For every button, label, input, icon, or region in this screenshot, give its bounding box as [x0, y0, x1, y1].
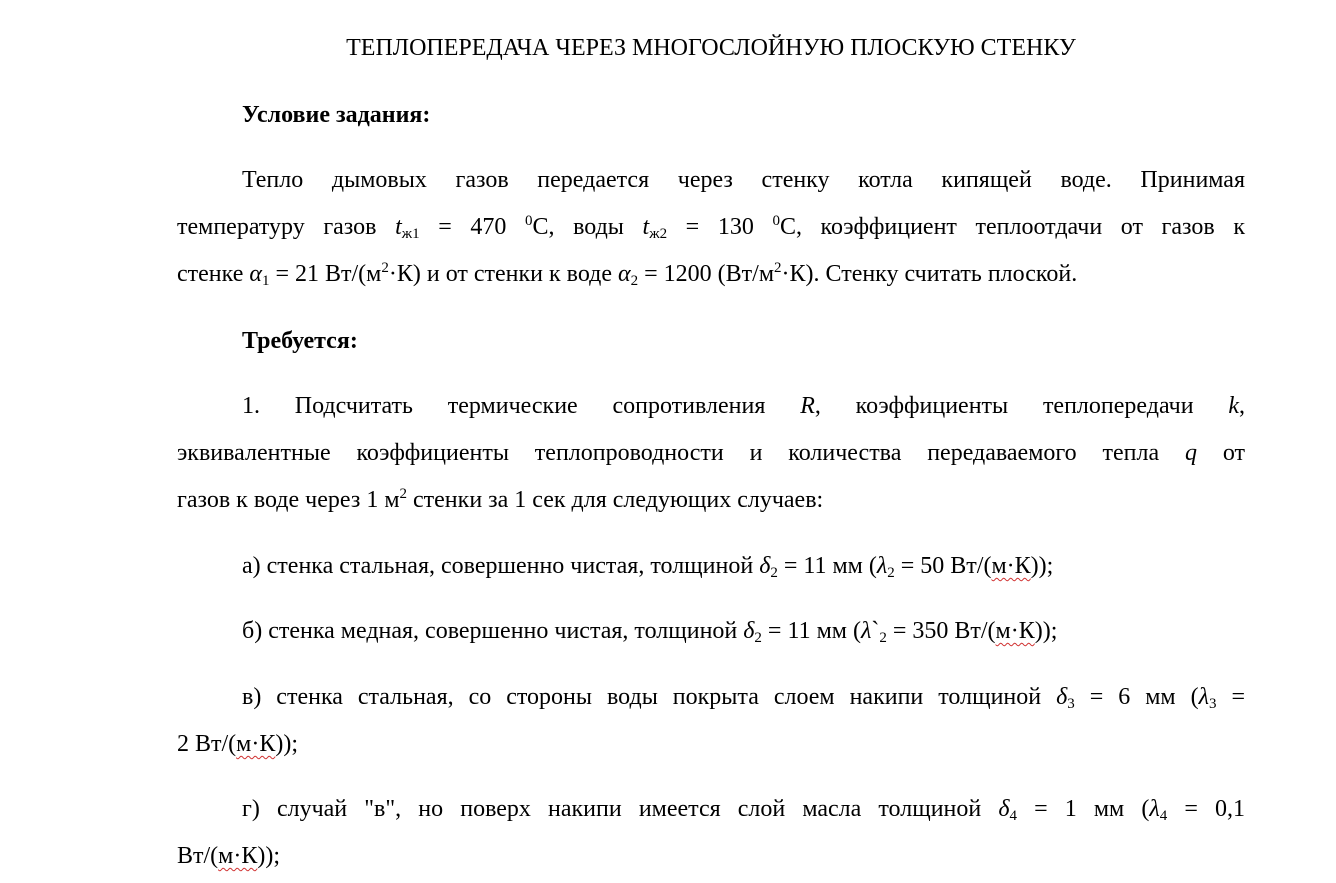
task-1-paragraph: [177, 383, 1245, 524]
spellcheck-underline: м·К: [236, 731, 276, 757]
condition-line-3: стенке $\alpha_1 = 21$ $Вт/(м^2\cdot К)$ и от стенки к воде $\alpha_2 = 1200$ $(Вт/м^2\cdot К)$. Стенку считать плоской.: [177, 260, 1078, 289]
condition-line-1: Тепло дымовых газов передается через стенку котла кипящей воде. Принимая: [242, 167, 1245, 193]
document-title: ТЕПЛОПЕРЕДАЧА ЧЕРЕЗ МНОГОСЛОЙНУЮ ПЛОСКУЮ СТЕНКУ: [346, 35, 1076, 61]
case-g: г) случай "в", но поверх накипи имеется слой масла толщиной $\delta_4 = 1$ мм ($\lambda_4 = 0,1$ Вт/(м·К));: [177, 796, 1245, 869]
spellcheck-underline: м·К: [218, 843, 258, 869]
spellcheck-underline: м·К: [991, 553, 1031, 579]
spellcheck-underline: м·К: [995, 618, 1035, 644]
condition-line-2: температуру газов $t_{ж1} = 470$ $^0$С, воды $t_{ж2} = 130$ $^0$С, коэффициент теплоотдачи от газов к: [177, 213, 1245, 242]
case-b: б) стенка медная, совершенно чистая, толщиной $\delta_2 = 11$ мм ($\lambda`_2 = 350$ Вт/(м·К));: [242, 618, 1058, 646]
task-1-line-2: эквивалентные коэффициенты теплопроводности и количества передаваемого тепла q от: [177, 440, 1245, 466]
condition-paragraph: [177, 157, 1245, 298]
task-1-line-3: газов к воде через 1 $м^2$ стенки за 1 сек для следующих случаев:: [177, 486, 824, 513]
case-v: в) стенка стальная, со стороны воды покрыта слоем накипи толщиной $\delta_3 = 6$ мм ($\lambda_3$ = 2 Вт/(м·К));: [177, 684, 1245, 757]
case-a: а) стенка стальная, совершенно чистая, толщиной $\delta_2 = 11$ мм ($\lambda_2 = 50$ Вт/(м·К));: [242, 553, 1054, 581]
condition-heading: Условие задания:: [242, 102, 431, 128]
task-1-line-1: 1. Подсчитать термические сопротивления R, коэффициенты теплопередачи k,: [242, 393, 1245, 419]
required-heading: Требуется:: [242, 328, 358, 354]
